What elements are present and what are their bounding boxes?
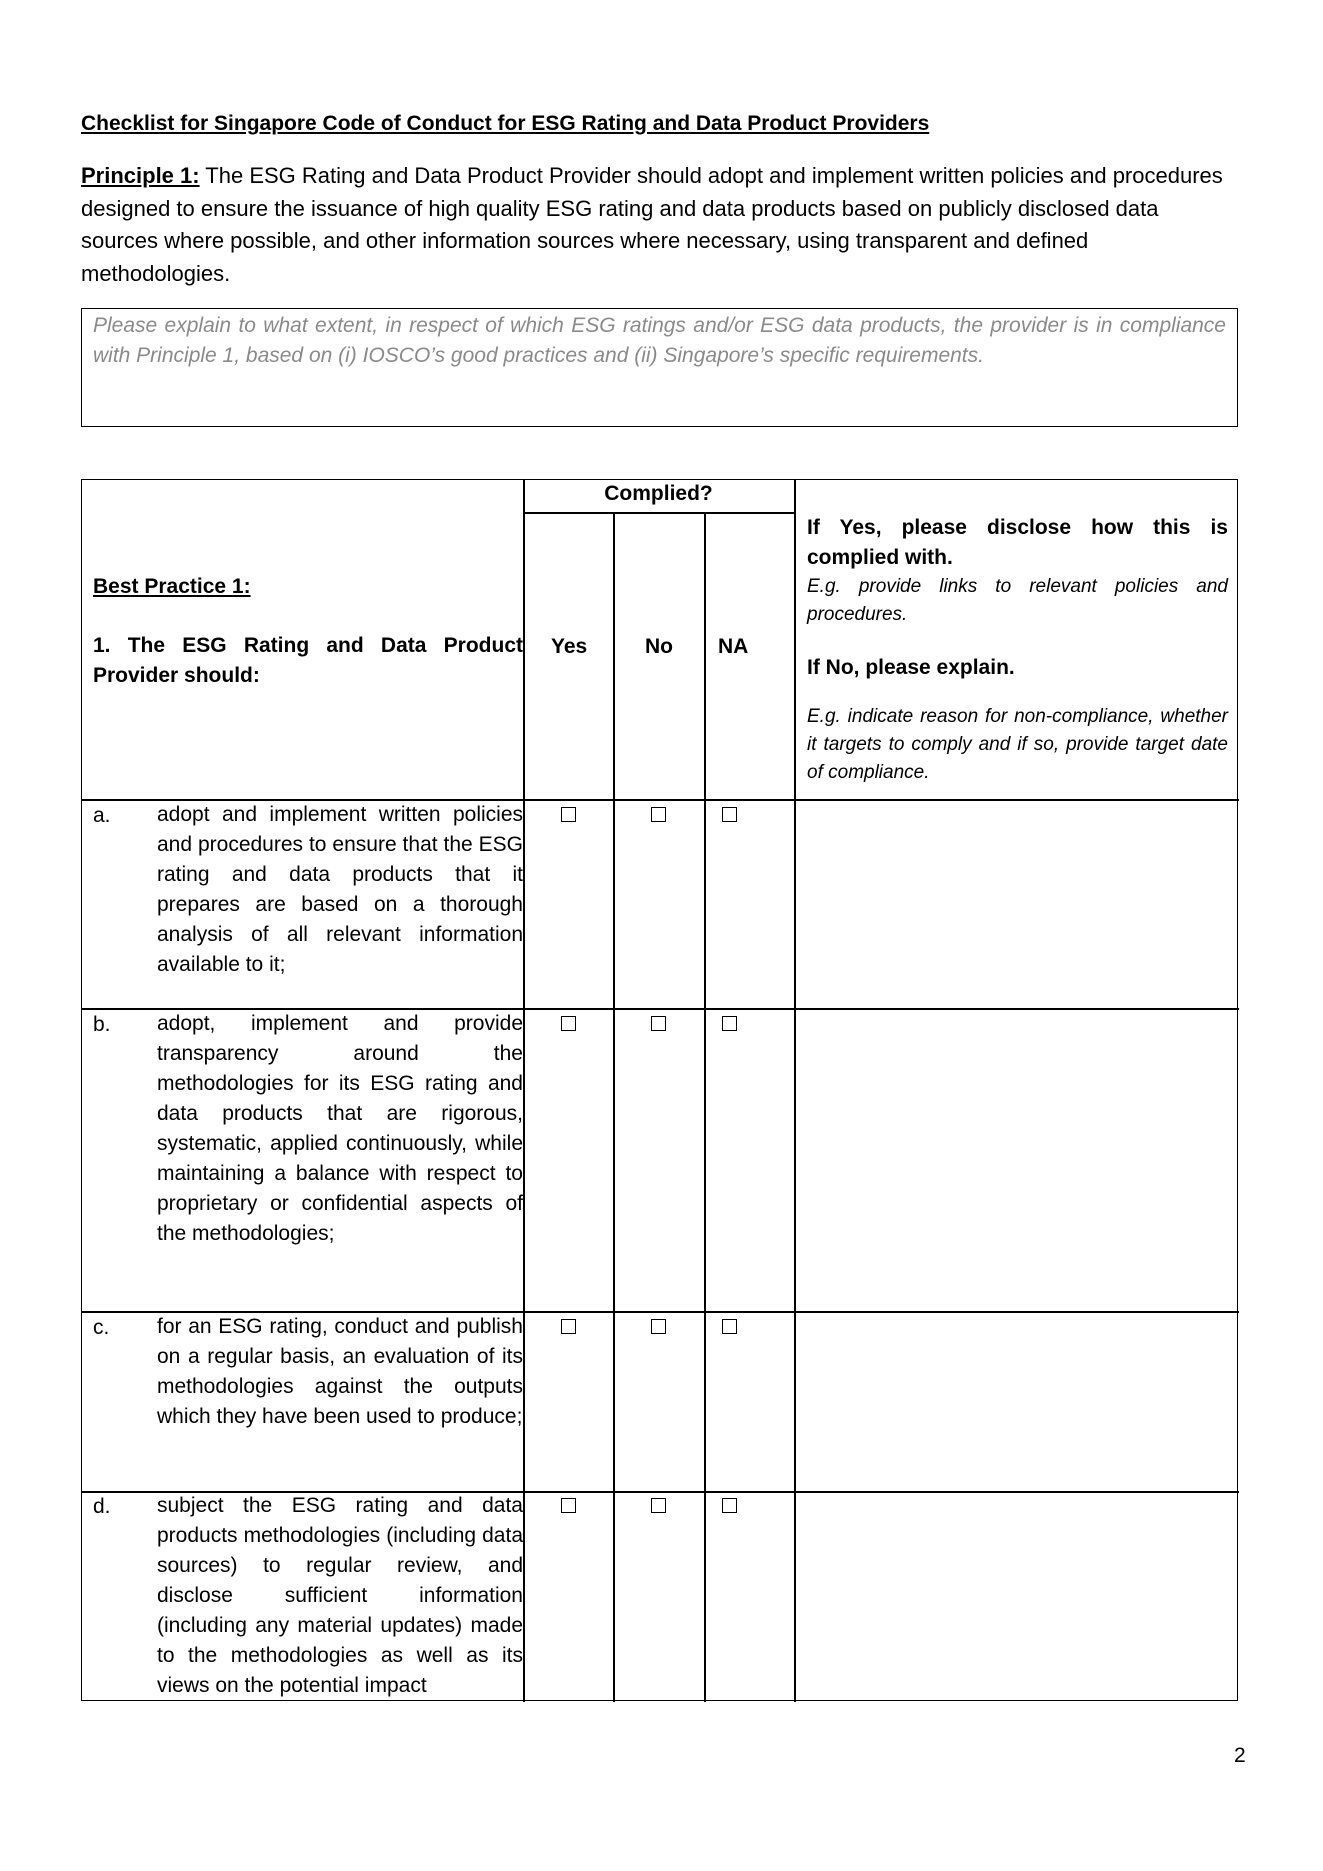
checkbox-no[interactable] (651, 1016, 666, 1031)
checkbox-no[interactable] (651, 1498, 666, 1513)
guidance-no-instruction: If No, please explain. (807, 656, 1015, 679)
column-na: NA (718, 635, 749, 658)
guidance-header (807, 513, 1228, 787)
comment-cell[interactable] (796, 1493, 1237, 1700)
row-letter: c. (93, 1316, 110, 1339)
column-no: No (645, 635, 673, 658)
checkbox-na[interactable] (722, 807, 737, 822)
explanation-placeholder: Please explain to what extent, in respect of which ESG ratings and/or ESG data products, the provider is in compliance with Principle 1, based on (i) IOSCO’s good practices and (ii) Singapore’s specific requirements. (93, 314, 1226, 367)
row-text: for an ESG rating, conduct and publish on a regular basis, an evaluation of its methodologies against the outputs which they have been used to produce; (157, 1315, 523, 1428)
principle-text: The ESG Rating and Data Product Provider should adopt and implement written policies and procedures designed to ensure the issuance of high quality ESG rating and data products based on publicly disclosed data sources where possible, and other information sources where necessary, using transparent and defined methodologies. (81, 163, 1223, 286)
checkbox-no[interactable] (651, 1319, 666, 1334)
checkbox-yes[interactable] (561, 1016, 576, 1031)
best-practice-intro: 1. The ESG Rating and Data Product Provider should: (93, 634, 523, 687)
checkbox-yes[interactable] (561, 1498, 576, 1513)
row-text: subject the ESG rating and data products methodologies (including data sources) to regular review, and disclose sufficient information (including any material updates) made to the methodologies as well as its views on the potential impact (157, 1494, 523, 1697)
guidance-yes-example: E.g. provide links to relevant policies and procedures. (807, 576, 1228, 625)
column-yes: Yes (551, 635, 588, 658)
guidance-yes-instruction: If Yes, please disclose how this is complied with. (807, 516, 1228, 569)
comment-cell[interactable] (796, 801, 1237, 1007)
row-text: adopt and implement written policies and procedures to ensure that the ESG rating and data products that it prepares are based on a thorough analysis of all relevant information available to it; (157, 803, 523, 976)
row-text: adopt, implement and provide transparency around the methodologies for its ESG rating and data products that are rigorous, systematic, applied continuously, while maintaining a balance with respect to proprietary or confidential aspects of the methodologies; (157, 1012, 523, 1245)
comment-cell[interactable] (796, 1313, 1237, 1490)
checkbox-no[interactable] (651, 807, 666, 822)
checkbox-yes[interactable] (561, 807, 576, 822)
best-practice-header (93, 572, 523, 691)
principle-label: Principle 1: (81, 163, 200, 188)
principle-statement (81, 160, 1241, 290)
checkbox-na[interactable] (722, 1016, 737, 1031)
row-letter: d. (93, 1495, 111, 1518)
principle-explanation-field[interactable] (81, 308, 1238, 427)
best-practice-label: Best Practice 1: (93, 575, 251, 598)
checkbox-yes[interactable] (561, 1319, 576, 1334)
guidance-no-example: E.g. indicate reason for non-compliance, whether it targets to comply and if so, provide target date of compliance. (807, 706, 1228, 783)
page-number: 2 (1234, 1744, 1246, 1767)
complied-header: Complied? (604, 482, 713, 505)
checkbox-na[interactable] (722, 1319, 737, 1334)
row-letter: b. (93, 1013, 111, 1036)
row-letter: a. (93, 804, 111, 827)
best-practice-table (81, 479, 1238, 1701)
checkbox-na[interactable] (722, 1498, 737, 1513)
comment-cell[interactable] (796, 1010, 1237, 1310)
document-title: Checklist for Singapore Code of Conduct for ESG Rating and Data Product Providers (81, 112, 930, 135)
